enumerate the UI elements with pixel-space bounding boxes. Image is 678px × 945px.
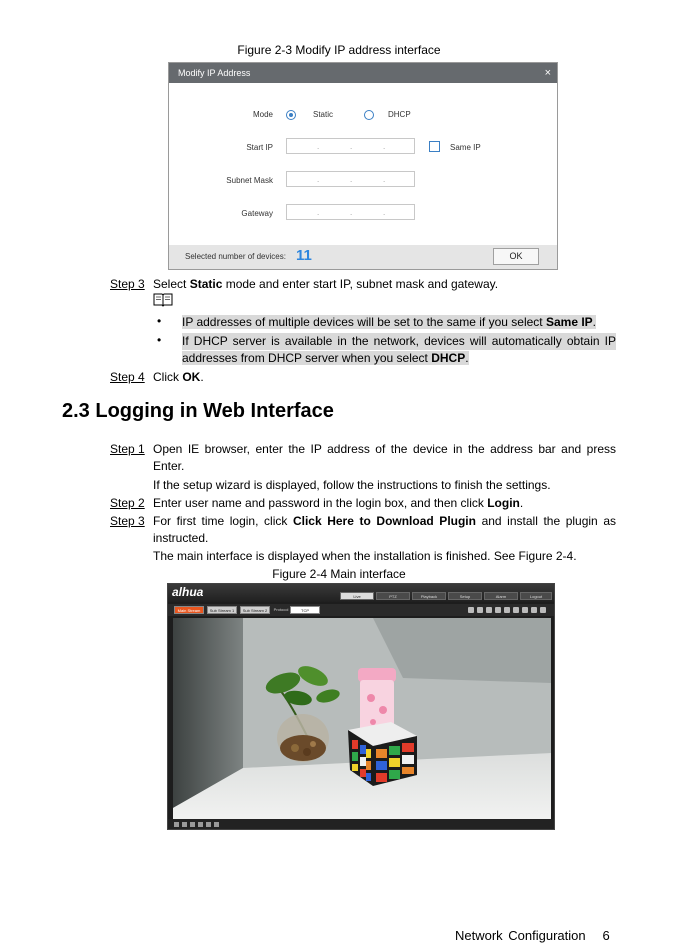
picture-icon[interactable] (174, 822, 179, 827)
bullet-icon: • (157, 314, 162, 328)
close-icon[interactable]: × (544, 67, 551, 79)
ip-dot: . (317, 208, 320, 217)
nav-playback[interactable]: Playback (412, 592, 446, 600)
dialog-footer (169, 245, 557, 269)
grid-icon[interactable] (214, 822, 219, 827)
sub-stream-2-button[interactable]: Sub Stream 2 (240, 606, 270, 614)
ip-dot: . (350, 142, 353, 151)
ratio-icon[interactable] (504, 607, 510, 613)
text-run: Enter user name and password in the login box, and then click (153, 496, 488, 510)
layout-icon[interactable] (198, 822, 203, 827)
ip-dot: . (383, 175, 386, 184)
ip-dot: . (317, 175, 320, 184)
text-run: Click (153, 370, 183, 384)
step4-text (153, 369, 616, 386)
sub-stream-1-button[interactable]: Sub Stream 1 (207, 606, 237, 614)
dhcp-radio-label: DHCP (388, 110, 411, 119)
step1-line-2: Enter. (153, 459, 185, 473)
text-run: . (592, 315, 597, 329)
text-run: mode and enter start IP, subnet mask and gateway. (222, 277, 499, 291)
modify-ip-dialog (168, 62, 558, 270)
figure-2-3-caption: Figure 2-3 Modify IP address interface (237, 43, 441, 57)
web-main-interface (167, 583, 555, 830)
settings-icon[interactable] (206, 822, 211, 827)
gateway-input[interactable] (286, 204, 415, 220)
record-icon[interactable] (477, 607, 483, 613)
page-footer (455, 928, 610, 943)
ip-dot: . (350, 175, 353, 184)
fluency-icon[interactable] (513, 607, 519, 613)
text-run: IP addresses of multiple devices will be set to the same if you select (182, 315, 546, 329)
bold-run: OK (182, 370, 201, 384)
text-run: and install the plugin as (475, 514, 616, 528)
ip-dot: . (317, 142, 320, 151)
protocol-select[interactable]: TCP (290, 606, 320, 614)
text-run: . (200, 370, 204, 384)
static-radio[interactable] (286, 110, 296, 120)
help-icon[interactable] (540, 607, 546, 613)
stop-icon[interactable] (190, 822, 195, 827)
bold-run: Static (189, 277, 223, 291)
same-ip-checkbox[interactable] (429, 141, 440, 152)
subnet-mask-input[interactable] (286, 171, 415, 187)
bold-run: DHCP (431, 351, 466, 365)
microphone-icon[interactable] (531, 607, 537, 613)
step3-line-2: instructed. (153, 531, 209, 545)
step3-line-1 (153, 513, 616, 530)
nav-alarm[interactable]: Alarm (484, 592, 518, 600)
figure-2-4-caption: Figure 2-4 Main interface (272, 567, 406, 581)
static-radio-label: Static (313, 110, 334, 119)
nav-logout[interactable]: Logout (520, 592, 552, 600)
step3-line-3: The main interface is displayed when the installation is finished. See Figure 2-4. (153, 549, 577, 563)
main-stream-button[interactable]: Main Stream (174, 606, 204, 614)
ok-button[interactable]: OK (493, 248, 539, 265)
same-ip-label: Same IP (450, 143, 481, 152)
step3-text (153, 276, 616, 293)
text-run: . (465, 351, 469, 365)
step-label: Step 3 (110, 514, 145, 528)
ip-dot: . (383, 208, 386, 217)
text-run: addresses from DHCP server when you select (182, 351, 432, 365)
bullet-icon: • (157, 333, 162, 347)
fullscreen-icon[interactable] (495, 607, 501, 613)
ip-dot: . (350, 208, 353, 217)
text-run: For first time login, click (153, 514, 293, 528)
dhcp-radio[interactable] (364, 110, 374, 120)
dialog-title: Modify IP Address (169, 63, 557, 83)
brand-logo: alhua (172, 585, 204, 599)
step1-line-1: Open IE browser, enter the IP address of the device in the address bar and press (153, 442, 616, 456)
note-2-line-1: If DHCP server is available in the network, devices will automatically obtain IP (182, 334, 616, 348)
step1-line-3: If the setup wizard is displayed, follow the instructions to finish the settings. (153, 478, 551, 492)
snapshot-icon[interactable] (468, 607, 474, 613)
note-1 (182, 314, 596, 331)
step-label: Step 3 (110, 277, 145, 291)
step2-text (153, 495, 616, 512)
gateway-label: Gateway (241, 209, 273, 218)
start-ip-label: Start IP (246, 143, 273, 152)
live-video-view (173, 618, 551, 819)
selected-devices-count: 11 (296, 247, 312, 264)
bold-run: Click Here to Download Plugin (292, 514, 476, 528)
footer-section: Network Configuration (455, 928, 586, 943)
nav-live[interactable]: Live (340, 592, 374, 600)
note-2-line-2 (182, 350, 469, 367)
ip-dot: . (383, 142, 386, 151)
web-status-bar (168, 819, 554, 829)
web-header (168, 584, 554, 602)
step-label: Step 1 (110, 442, 145, 456)
step-label: Step 2 (110, 496, 145, 510)
subnet-mask-label: Subnet Mask (226, 176, 273, 185)
bold-run: Same IP (545, 315, 593, 329)
speaker-icon[interactable] (522, 607, 528, 613)
section-heading: 2.3 Logging in Web Interface (62, 400, 334, 422)
zoom-icon[interactable] (486, 607, 492, 613)
text-run: . (519, 496, 524, 510)
protocol-label: Protocol (273, 607, 289, 612)
play-icon[interactable] (182, 822, 187, 827)
mode-label: Mode (252, 110, 273, 119)
bold-run: Login (487, 496, 520, 510)
nav-ptz[interactable]: PTZ (376, 592, 410, 600)
step-label: Step 4 (110, 370, 145, 384)
page-number: 6 (602, 928, 610, 943)
start-ip-input[interactable] (286, 138, 415, 154)
selected-devices-label: Selected number of devices: (185, 252, 286, 261)
book-icon (153, 292, 173, 307)
nav-setup[interactable]: Setup (448, 592, 482, 600)
text-run: Select (153, 277, 190, 291)
